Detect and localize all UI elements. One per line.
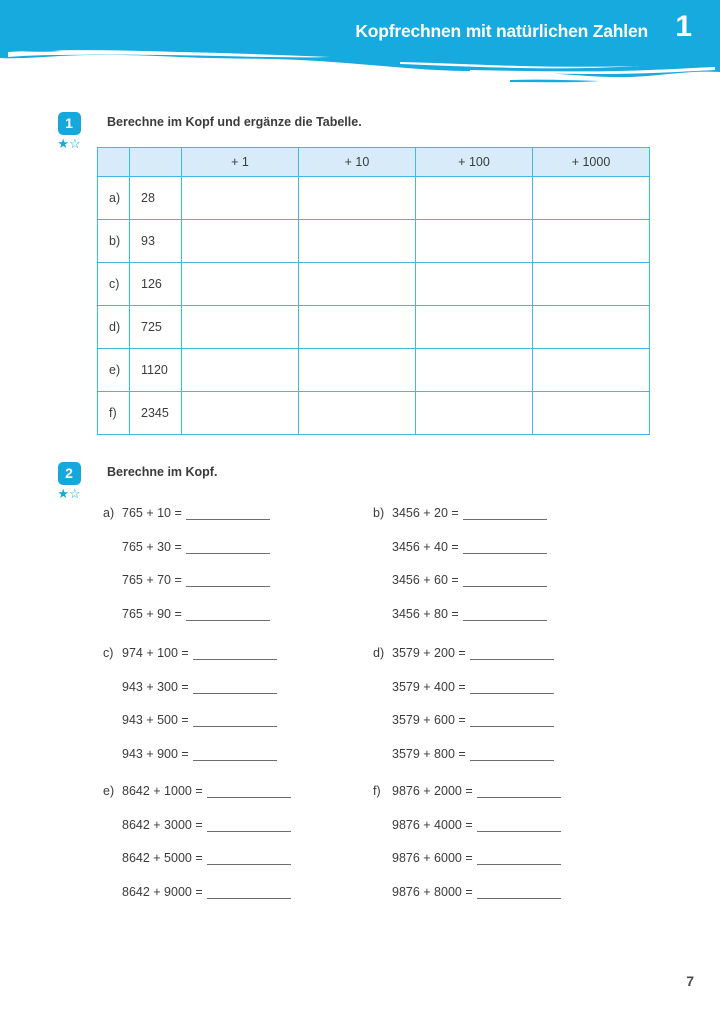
task-expression: 3456 + 80 =: [392, 606, 459, 621]
task-line: [373, 680, 554, 714]
task-group-label: b): [373, 506, 385, 520]
answer-cell-plus-100[interactable]: [416, 349, 533, 392]
answer-cell-plus-10[interactable]: [299, 306, 416, 349]
task-line: [103, 818, 291, 852]
table-row: [98, 177, 650, 220]
answer-cell-plus-10[interactable]: [299, 220, 416, 263]
task-group-d: [373, 646, 554, 780]
task-expression: 3456 + 40 =: [392, 539, 459, 554]
task-expression: 3579 + 800 =: [392, 746, 466, 761]
page-title: Kopfrechnen mit natürlichen Zahlen: [355, 21, 648, 41]
exercise-2-number: 2: [58, 462, 81, 485]
answer-cell-plus-10[interactable]: [299, 392, 416, 435]
task-group-label: f): [373, 784, 381, 798]
table-row: [98, 392, 650, 435]
chapter-number: 1: [675, 10, 692, 43]
task-line: [103, 680, 277, 714]
exercise-2-instruction: Berechne im Kopf.: [107, 465, 218, 479]
exercise-2-marker: [52, 462, 86, 501]
task-line: [373, 784, 561, 818]
table-row: [98, 263, 650, 306]
answer-cell-plus-1000[interactable]: [533, 263, 650, 306]
task-line: [373, 573, 547, 607]
task-expression: 3579 + 200 =: [392, 646, 466, 660]
task-expression: 943 + 500 =: [122, 713, 189, 727]
table-header-cell-plus-1: + 1: [182, 148, 299, 177]
answer-cell-plus-100[interactable]: [416, 220, 533, 263]
table-row: [98, 306, 650, 349]
task-group-a: [103, 506, 270, 640]
answer-cell-plus-1[interactable]: [182, 220, 299, 263]
exercise-1-number: 1: [58, 112, 81, 135]
answer-blank[interactable]: [470, 747, 554, 761]
table-header-cell-plus-10: + 10: [299, 148, 416, 177]
task-group-f: [373, 784, 561, 918]
row-label: e): [98, 349, 130, 392]
task-line: [373, 885, 561, 919]
addition-table: [97, 147, 650, 435]
answer-cell-plus-1000[interactable]: [533, 177, 650, 220]
answer-blank[interactable]: [463, 573, 547, 587]
task-expression: 8642 + 5000 =: [122, 851, 203, 865]
answer-blank[interactable]: [477, 784, 561, 798]
task-line: [373, 540, 547, 574]
task-expression: 3456 + 20 =: [392, 506, 459, 520]
task-line: [103, 573, 270, 607]
row-value: 2345: [130, 392, 182, 435]
table-row: [98, 349, 650, 392]
row-value: 725: [130, 306, 182, 349]
row-label: f): [98, 392, 130, 435]
answer-cell-plus-100[interactable]: [416, 177, 533, 220]
task-line: [373, 818, 561, 852]
answer-cell-plus-1[interactable]: [182, 177, 299, 220]
answer-cell-plus-1000[interactable]: [533, 349, 650, 392]
task-group-label: d): [373, 646, 385, 660]
exercise-1-difficulty-stars: ★☆: [57, 136, 81, 151]
banner-brush-shape: [0, 0, 720, 92]
task-expression: 9876 + 8000 =: [392, 884, 473, 899]
answer-cell-plus-100[interactable]: [416, 306, 533, 349]
answer-blank[interactable]: [463, 540, 547, 554]
task-expression: 943 + 300 =: [122, 679, 189, 694]
row-label: b): [98, 220, 130, 263]
row-value: 93: [130, 220, 182, 263]
answer-cell-plus-10[interactable]: [299, 349, 416, 392]
task-expression: 3456 + 60 =: [392, 573, 459, 587]
task-expression: 8642 + 3000 =: [122, 817, 203, 832]
answer-cell-plus-1000[interactable]: [533, 392, 650, 435]
answer-blank[interactable]: [477, 851, 561, 865]
task-expression: 8642 + 1000 =: [122, 784, 203, 798]
task-line: [103, 747, 277, 781]
answer-cell-plus-10[interactable]: [299, 263, 416, 306]
table-header-cell-plus-1000: + 1000: [533, 148, 650, 177]
task-line: [103, 851, 291, 885]
answer-blank[interactable]: [186, 540, 270, 554]
answer-blank[interactable]: [193, 646, 277, 660]
task-line: [103, 885, 291, 919]
task-group-label: a): [103, 506, 115, 520]
task-line: [103, 540, 270, 574]
answer-blank[interactable]: [463, 607, 547, 621]
answer-blank[interactable]: [477, 818, 561, 832]
task-group-label: e): [103, 784, 115, 798]
answer-blank[interactable]: [477, 885, 561, 899]
task-line: [373, 607, 547, 641]
row-value: 126: [130, 263, 182, 306]
answer-blank[interactable]: [470, 680, 554, 694]
table-header-row: [98, 148, 650, 177]
task-expression: 9876 + 2000 =: [392, 784, 473, 798]
answer-blank[interactable]: [207, 784, 291, 798]
answer-cell-plus-100[interactable]: [416, 392, 533, 435]
row-value: 1120: [130, 349, 182, 392]
answer-blank[interactable]: [470, 713, 554, 727]
answer-cell-plus-1[interactable]: [182, 263, 299, 306]
exercise-1-marker: [52, 112, 86, 151]
row-label: d): [98, 306, 130, 349]
table-header-cell-blank-1: [98, 148, 130, 177]
task-expression: 9876 + 4000 =: [392, 817, 473, 832]
answer-cell-plus-10[interactable]: [299, 177, 416, 220]
answer-blank[interactable]: [207, 851, 291, 865]
page-header-banner: [0, 0, 720, 92]
answer-cell-plus-100[interactable]: [416, 263, 533, 306]
answer-blank[interactable]: [463, 506, 547, 520]
table-row: [98, 220, 650, 263]
answer-blank[interactable]: [186, 506, 270, 520]
task-expression: 765 + 10 =: [122, 506, 182, 520]
answer-blank[interactable]: [186, 573, 270, 587]
task-expression: 765 + 70 =: [122, 573, 182, 587]
task-line: [103, 713, 277, 747]
table-header-cell-plus-100: + 100: [416, 148, 533, 177]
answer-cell-plus-1[interactable]: [182, 306, 299, 349]
exercise-2-difficulty-stars: ★☆: [57, 486, 81, 501]
task-line: [373, 646, 554, 680]
answer-blank[interactable]: [470, 646, 554, 660]
task-expression: 9876 + 6000 =: [392, 851, 473, 865]
task-line: [373, 506, 547, 540]
answer-blank[interactable]: [186, 607, 270, 621]
task-group-label: c): [103, 646, 114, 660]
task-line: [103, 646, 277, 680]
answer-blank[interactable]: [193, 747, 277, 761]
task-expression: 765 + 30 =: [122, 539, 182, 554]
exercise-1-instruction: Berechne im Kopf und ergänze die Tabelle.: [107, 115, 362, 129]
page-number: 7: [686, 973, 694, 989]
answer-blank[interactable]: [193, 713, 277, 727]
row-value: 28: [130, 177, 182, 220]
task-line: [103, 506, 270, 540]
task-line: [103, 607, 270, 641]
task-group-c: [103, 646, 277, 780]
answer-cell-plus-1[interactable]: [182, 349, 299, 392]
row-label: c): [98, 263, 130, 306]
task-expression: 943 + 900 =: [122, 746, 189, 761]
task-line: [373, 713, 554, 747]
answer-cell-plus-1[interactable]: [182, 392, 299, 435]
task-expression: 8642 + 9000 =: [122, 884, 203, 899]
answer-cell-plus-1000[interactable]: [533, 306, 650, 349]
task-expression: 3579 + 400 =: [392, 679, 466, 694]
task-expression: 3579 + 600 =: [392, 713, 466, 727]
task-line: [373, 747, 554, 781]
table-header-cell-blank-2: [130, 148, 182, 177]
task-line: [373, 851, 561, 885]
answer-cell-plus-1000[interactable]: [533, 220, 650, 263]
answer-blank[interactable]: [193, 680, 277, 694]
task-line: [103, 784, 291, 818]
task-group-b: [373, 506, 547, 640]
task-expression: 974 + 100 =: [122, 646, 189, 660]
task-expression: 765 + 90 =: [122, 606, 182, 621]
answer-blank[interactable]: [207, 818, 291, 832]
task-group-e: [103, 784, 291, 918]
row-label: a): [98, 177, 130, 220]
answer-blank[interactable]: [207, 885, 291, 899]
